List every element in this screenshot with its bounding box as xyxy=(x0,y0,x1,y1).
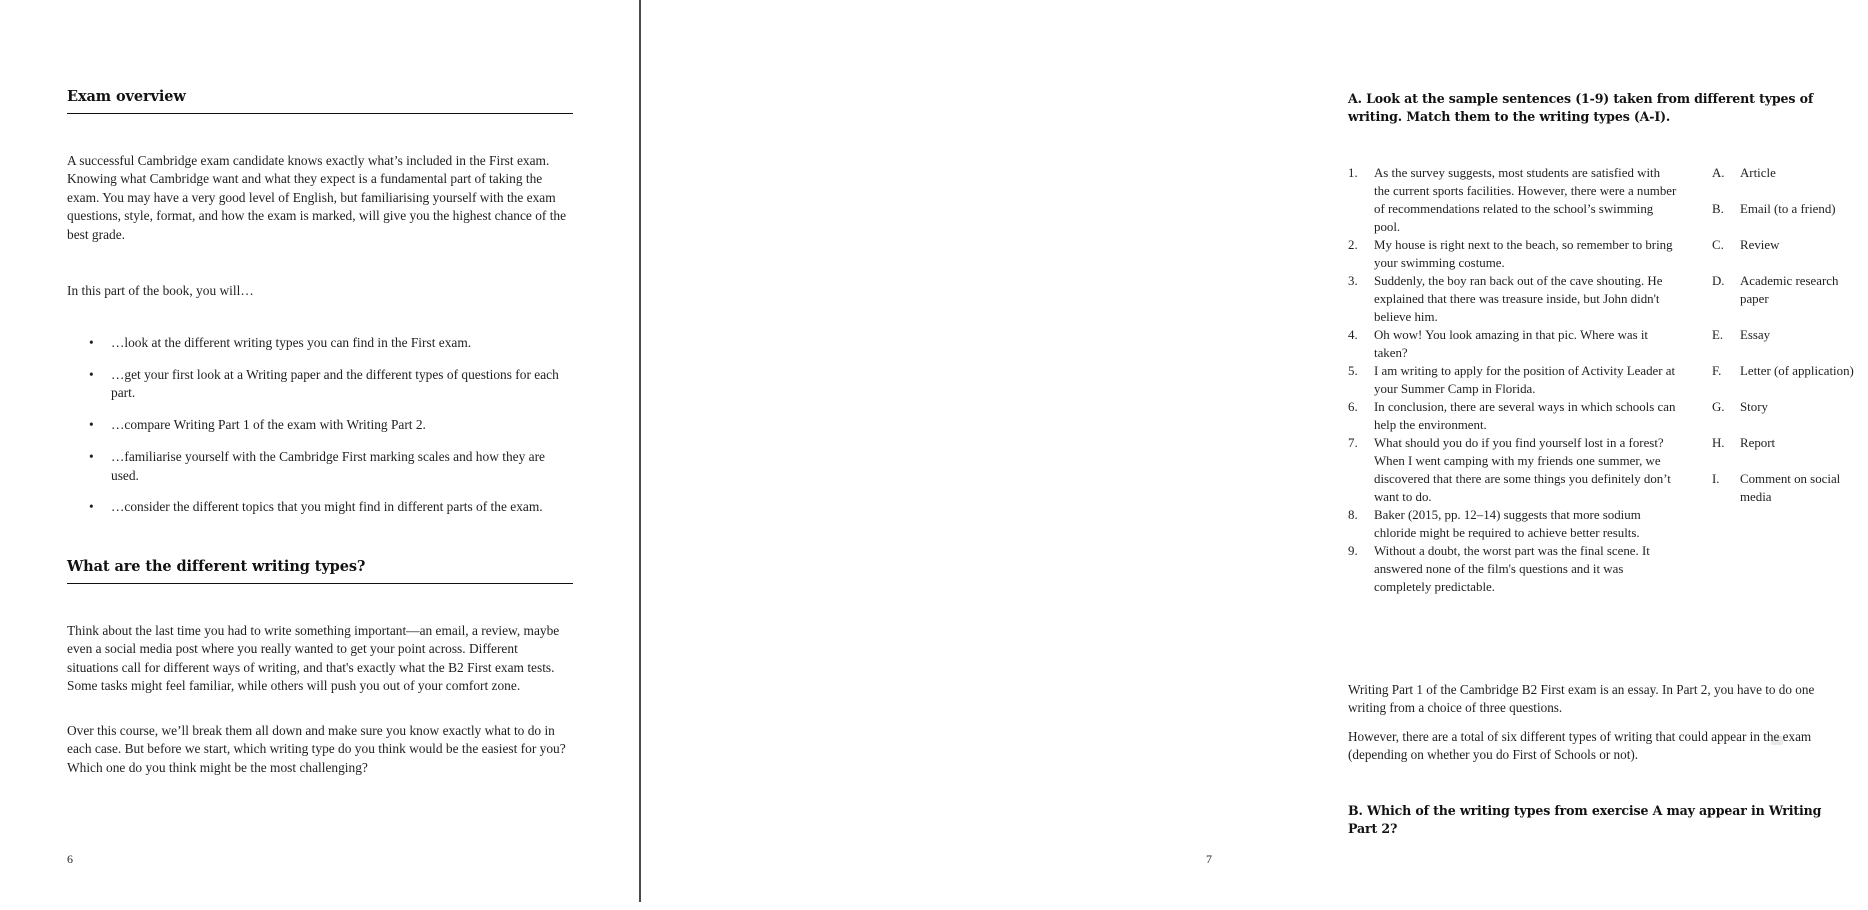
right-page xyxy=(641,0,1854,910)
list-item-text: Comment on social media xyxy=(1740,472,1841,504)
list-marker: 7. xyxy=(1348,436,1358,450)
list-item xyxy=(1712,236,1862,254)
list-item xyxy=(67,366,572,403)
list-item xyxy=(1712,362,1862,380)
list-item xyxy=(1348,164,1678,236)
bullet-icon: • xyxy=(89,335,94,350)
list-item xyxy=(67,416,572,434)
list-item-text: Email (to a friend) xyxy=(1740,202,1836,216)
list-item xyxy=(1712,470,1862,506)
list-marker: G. xyxy=(1712,400,1725,414)
paragraph-think-about: Think about the last time you had to write something important—an email, a review, maybe even a social media post where you really wanted to get your point across. Different situations call for different ways of writing, and that's exactly what the B2 First exam tests. Some tasks might feel familiar, while others will push you out of your comfort zone. xyxy=(67,623,560,694)
list-marker: 5. xyxy=(1348,364,1358,378)
list-marker: 8. xyxy=(1348,508,1358,522)
list-item-text: …look at the different writing types you can find in the First exam. xyxy=(111,335,472,350)
list-item-text: Academic research paper xyxy=(1740,274,1839,306)
bullet-icon: • xyxy=(89,449,94,465)
paragraph-writing-part-1: Writing Part 1 of the Cambridge B2 First exam is an essay. In Part 2, you have to do one writing from a choice of three questions. xyxy=(1348,682,1815,716)
list-item-text: As the survey suggests, most students are satisfied with the current sports facilities. However, there were a number of recommendations related to the school’s swimming pool. xyxy=(1374,166,1677,234)
list-item-text: Story xyxy=(1740,400,1768,414)
scan-artifact xyxy=(1771,736,1783,745)
list-item xyxy=(1348,326,1678,362)
bullet-icon: • xyxy=(89,417,94,433)
list-marker: 2. xyxy=(1348,238,1358,252)
list-marker: 1. xyxy=(1348,166,1358,180)
objectives-list xyxy=(67,334,572,517)
list-item-text: Article xyxy=(1740,166,1776,180)
list-marker: C. xyxy=(1712,238,1724,252)
list-item-text: Letter (of application) xyxy=(1740,364,1854,378)
paragraph-lead-in: In this part of the book, you will… xyxy=(67,283,254,298)
list-marker: E. xyxy=(1712,328,1724,342)
list-item-text: …compare Writing Part 1 of the exam with Writing Part 2. xyxy=(111,417,426,433)
list-item xyxy=(1348,434,1678,506)
list-item xyxy=(1348,506,1678,542)
list-item-text: What should you do if you find yourself lost in a forest? When I went camping with my friends one summer, we discovered that there are some things you definitely don’t want to do. xyxy=(1374,436,1671,504)
list-item xyxy=(1712,434,1862,452)
heading-exercise-a: A. Look at the sample sentences (1-9) taken from different types of writing. Match them to the writing types (A-I). xyxy=(1348,91,1814,124)
list-item-text: I am writing to apply for the position of Activity Leader at your Summer Camp in Florida. xyxy=(1374,364,1676,396)
page-number-left: 6 xyxy=(67,852,73,866)
list-item-text: Essay xyxy=(1740,328,1771,342)
heading-writing-types: What are the different writing types? xyxy=(67,558,573,584)
list-item-text: Without a doubt, the worst part was the final scene. It answered none of the film's questions and it was completely predictable. xyxy=(1374,544,1650,594)
list-marker: 3. xyxy=(1348,274,1358,288)
left-page xyxy=(0,0,639,910)
list-item-text: My house is right next to the beach, so remember to bring your swimming costume. xyxy=(1374,238,1673,270)
list-item-text: Oh wow! You look amazing in that pic. Where was it taken? xyxy=(1374,328,1649,360)
bullet-icon: • xyxy=(89,499,94,515)
list-marker: I. xyxy=(1712,472,1720,486)
list-marker: B. xyxy=(1712,202,1724,216)
list-item xyxy=(1712,326,1862,344)
list-item xyxy=(67,334,572,352)
list-marker: F. xyxy=(1712,364,1722,378)
list-item xyxy=(67,448,572,485)
list-item-text: Review xyxy=(1740,238,1780,252)
list-marker: D. xyxy=(1712,274,1725,288)
list-item xyxy=(1348,542,1678,596)
list-item xyxy=(1712,398,1862,416)
paragraph-intro: A successful Cambridge exam candidate knows exactly what’s included in the First exam. Knowing what Cambridge want and what they expect is a fundamental part of taking the exam. You may have a very good level of English, but familiarising yourself with the exam questions, style, format, and how the exam is marked, will give you the highest chance of the best grade. xyxy=(67,153,567,242)
paragraph-over-this-course: Over this course, we’ll break them all down and make sure you know exactly what to do in each case. But before we start, which writing type do you think would be the easiest for you? Which one do you think might be the most challenging? xyxy=(67,723,566,775)
list-item-text: Baker (2015, pp. 12–14) suggests that more sodium chloride might be required to achieve better results. xyxy=(1374,508,1641,540)
list-item-text: Suddenly, the boy ran back out of the cave shouting. He explained that there was treasure inside, but John didn't believe him. xyxy=(1374,274,1663,324)
list-item xyxy=(1348,362,1678,398)
list-item-text: …get your first look at a Writing paper and the different types of questions for each part. xyxy=(111,366,559,401)
list-item xyxy=(67,498,572,516)
list-item xyxy=(1348,236,1678,272)
list-item xyxy=(1712,200,1862,218)
heading-exercise-b: B. Which of the writing types from exercise A may appear in Writing Part 2? xyxy=(1348,803,1822,836)
list-marker: H. xyxy=(1712,436,1725,450)
list-item xyxy=(1348,398,1678,434)
bullet-icon: • xyxy=(89,366,94,382)
heading-exam-overview: Exam overview xyxy=(67,88,573,114)
list-marker: 6. xyxy=(1348,400,1358,414)
page-number-right: 7 xyxy=(1206,852,1212,866)
list-item-text: In conclusion, there are several ways in which schools can help the environment. xyxy=(1374,400,1676,432)
list-item xyxy=(1712,164,1862,182)
list-marker: A. xyxy=(1712,166,1725,180)
writing-types-list xyxy=(1712,164,1862,506)
list-item xyxy=(1348,272,1678,326)
list-item xyxy=(1712,272,1862,308)
list-item-text: Report xyxy=(1740,436,1776,450)
list-marker: 9. xyxy=(1348,544,1358,558)
list-item-text: …familiarise yourself with the Cambridge First marking scales and how they are used. xyxy=(111,449,545,483)
paragraph-six-types: However, there are a total of six different types of writing that could appear in the exam (depending on whether you do First of Schools or not). xyxy=(1348,729,1812,763)
sample-sentences-list xyxy=(1348,164,1678,596)
list-marker: 4. xyxy=(1348,328,1358,342)
list-item-text: …consider the different topics that you might find in different parts of the exam. xyxy=(111,499,543,515)
